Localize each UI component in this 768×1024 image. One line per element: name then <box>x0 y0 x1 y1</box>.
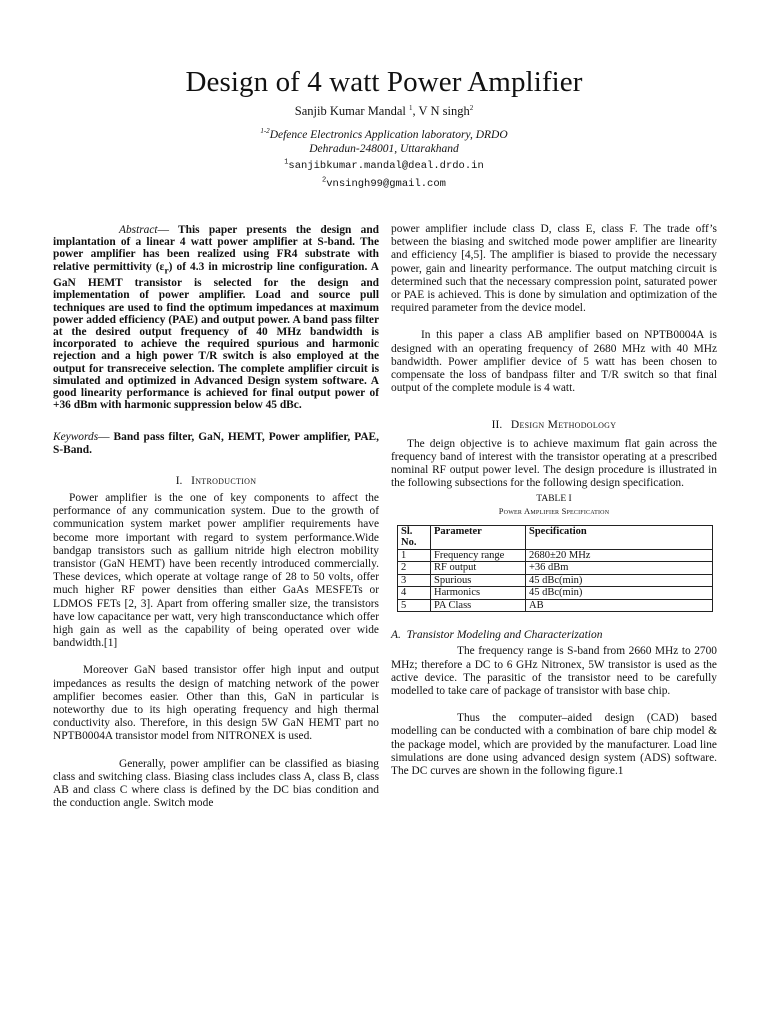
keywords-dash: — <box>98 431 110 444</box>
email-2-address[interactable]: vnsingh99@gmail.com <box>326 178 446 190</box>
table-cell: 4 <box>398 587 431 600</box>
transistor-paragraph-1: The frequency range is S-band from 2660 MHz to 2700 MHz; therefore a DC to 6 GHz Nitronex, 5W transistor is used as the active device. The parasitic of the transistor need to be carefully modelled to take care of package of transistor with base chip. <box>391 645 717 697</box>
table-caption: Power Amplifier Specification <box>498 506 610 517</box>
table-row <box>398 574 713 587</box>
table-header-parameter: Parameter <box>431 525 526 549</box>
table-cell: PA Class <box>431 599 526 612</box>
abstract-text-b: ) of 4.3 in microstrip line configuration. A GaN HEMT transistor is selected for the design and implementation of power amplifier. Load and source pull techniques are used to find the optimum impedances at maximum power added efficiency (PAE) and output power. A band pass filter at the desired output frequency of 40 MHz bandwidth is incorporated to achieve the required spurious and harmonic rejection and a high power T/R switch is also employed at the output for transreceive selection. The complete amplifier circuit is simulated and optimized in Advanced Design system software. A good linearity performance is achieved for final output power of +36 dBm with harmonic suppression below 45 dBc. <box>53 260 380 412</box>
author-1-name: Sanjib Kumar Mandal <box>294 104 406 118</box>
table-row <box>398 562 713 575</box>
table-cell: RF output <box>431 562 526 575</box>
email-2[interactable] <box>0 178 768 190</box>
intro-paragraph-1: Power amplifier is the one of key components to affect the performance of any communication system. Due to the growth of communication system market power amplifier requirements have become more important with regard to system performance.Wide bandgap transistors such as gallium nitride high electron mobility transistor (GaN HEMT) have been recently introduced commercially. These devices, which operate at voltage range of 28 to 50 volts, offer much higher RF power densities than either GaAs MESFETs or LDMOS FETs [2, 3]. Apart from offering smaller size, the transistors have low capacitance per watt, very high transconductance which offer high gain as well as the capability of being operated over wide bandwidth.[1] <box>53 491 379 650</box>
design-paragraph-1: The deign objective is to achieve maximum flat gain across the frequency band of interest with the transistor operating at a prescribed nominal RF output power level. The design procedure is illustrated in the following subsections for the following design specification. <box>391 437 717 490</box>
section-1-heading <box>53 475 379 488</box>
table-cell: 2 <box>398 562 431 575</box>
email-1-marker: 1 <box>284 158 289 167</box>
author-line <box>0 104 768 119</box>
intro-paragraph-3-continued: power amplifier include class D, class E, class F. The trade off’s between the biasing and switched mode power amplifier are linearity and efficiency [4,5]. The amplifier is biased to provide the necessary power, gain and linearity performance. The output matching circuit is determined such that the necessary compression point, saturated power or PAE is achieved. This is done by simulation and optimization of the required parameter from the device model. <box>391 223 717 315</box>
section-1-number: I. <box>175 474 183 487</box>
transistor-paragraph-2: Thus the computer–aided design (CAD) based modelling can be conducted with a combination of bare chip model & the package model, which are provided by the manufacturer. Load line simulations are done using advanced design system (ADS) software. The DC curves are shown in the following figure.1 <box>391 712 717 777</box>
subsection-a-title: Transistor Modeling and Characterization <box>406 629 603 642</box>
table-row <box>398 549 713 562</box>
table-label: TABLE I <box>536 494 572 505</box>
table-cell: 1 <box>398 549 431 562</box>
table-cell: Spurious <box>431 574 526 587</box>
table-header-row <box>398 525 713 549</box>
table-cell: 5 <box>398 599 431 612</box>
affiliation-line-2: Dehradun-248001, Uttarakhand <box>309 143 459 155</box>
table-cell: 45 dBc(min) <box>526 587 713 600</box>
table-row <box>398 599 713 612</box>
intro-paragraph-2: Moreover GaN based transistor offer high input and output impedances as results the design of matching network of the power amplifier becomes easier. Other than this, GaN in particular is noteworthy due to its high operating frequency and high thermal conductivity also. Therefore, in this design 5W GaN HEMT part no NPTB0004A transistor model from NITRONEX is used. <box>53 664 379 743</box>
table-cell: +36 dBm <box>526 562 713 575</box>
abstract <box>53 224 379 411</box>
table-cell: Harmonics <box>431 587 526 600</box>
left-column <box>53 224 379 810</box>
table-cell: AB <box>526 599 713 612</box>
section-2-heading <box>391 419 717 432</box>
keywords-text: Band pass filter, GaN, HEMT, Power amplifier, PAE, S-Band. <box>53 431 379 456</box>
table-cell: Frequency range <box>431 549 526 562</box>
abstract-label: Abstract <box>119 224 158 236</box>
abstract-text-a: This paper presents the design and implantation of a linear 4 watt power amplifier at S-band. The power amplifier has been realized using FR4 substrate with relative permittivity (ε <box>53 224 379 273</box>
affiliation <box>0 128 768 156</box>
section-2-number: II. <box>491 419 503 432</box>
abstract-dash: — <box>157 224 169 236</box>
abstract-subscript: r <box>164 265 169 276</box>
section-2-title: Design Methodology <box>510 419 617 432</box>
table-header-sl: Sl. No. <box>398 525 431 549</box>
spec-table <box>397 525 713 613</box>
email-1[interactable] <box>0 160 768 172</box>
author-2-name: V N singh <box>418 104 470 118</box>
table-header-specification: Specification <box>526 525 713 549</box>
table-cell: 2680±20 MHz <box>526 549 713 562</box>
author-1-marker: 1 <box>409 103 413 112</box>
affiliation-marker: 1-2 <box>260 127 270 136</box>
section-1-title: Introduction <box>191 474 257 487</box>
subsection-a-heading <box>391 629 717 642</box>
paper-title: Design of 4 watt Power Amplifier <box>185 66 583 98</box>
email-2-marker: 2 <box>322 176 327 185</box>
table-row <box>398 587 713 600</box>
intro-paragraph-3: Generally, power amplifier can be classified as biasing class and switching class. Biasing class includes class A, class B, class AB and class C where class is defined by the DC bias condition and the conduction angle. Switch mode <box>53 757 379 810</box>
table-cell: 3 <box>398 574 431 587</box>
table-cell: 45 dBc(min) <box>526 574 713 587</box>
intro-paragraph-4: In this paper a class AB amplifier based on NPTB0004A is designed with an operating frequency of 2680 MHz with 40 MHz bandwidth. Power amplifier device of 5 watt has been chosen to compensate the loss of bandpass filter and T/R switch so that final output of the complete module is 4 watt. <box>391 329 717 395</box>
keywords-label: Keywords <box>53 431 99 444</box>
affiliation-line-1 <box>0 128 768 142</box>
keywords <box>53 431 379 455</box>
right-column <box>391 223 717 778</box>
author-separator: , <box>412 104 419 118</box>
affiliation-lab: Defence Electronics Application laboratory, DRDO <box>269 129 508 141</box>
email-1-address[interactable]: sanjibkumar.mandal@deal.drdo.in <box>288 160 484 172</box>
subsection-a-label: A. <box>391 629 401 642</box>
author-2-marker: 2 <box>469 103 474 112</box>
